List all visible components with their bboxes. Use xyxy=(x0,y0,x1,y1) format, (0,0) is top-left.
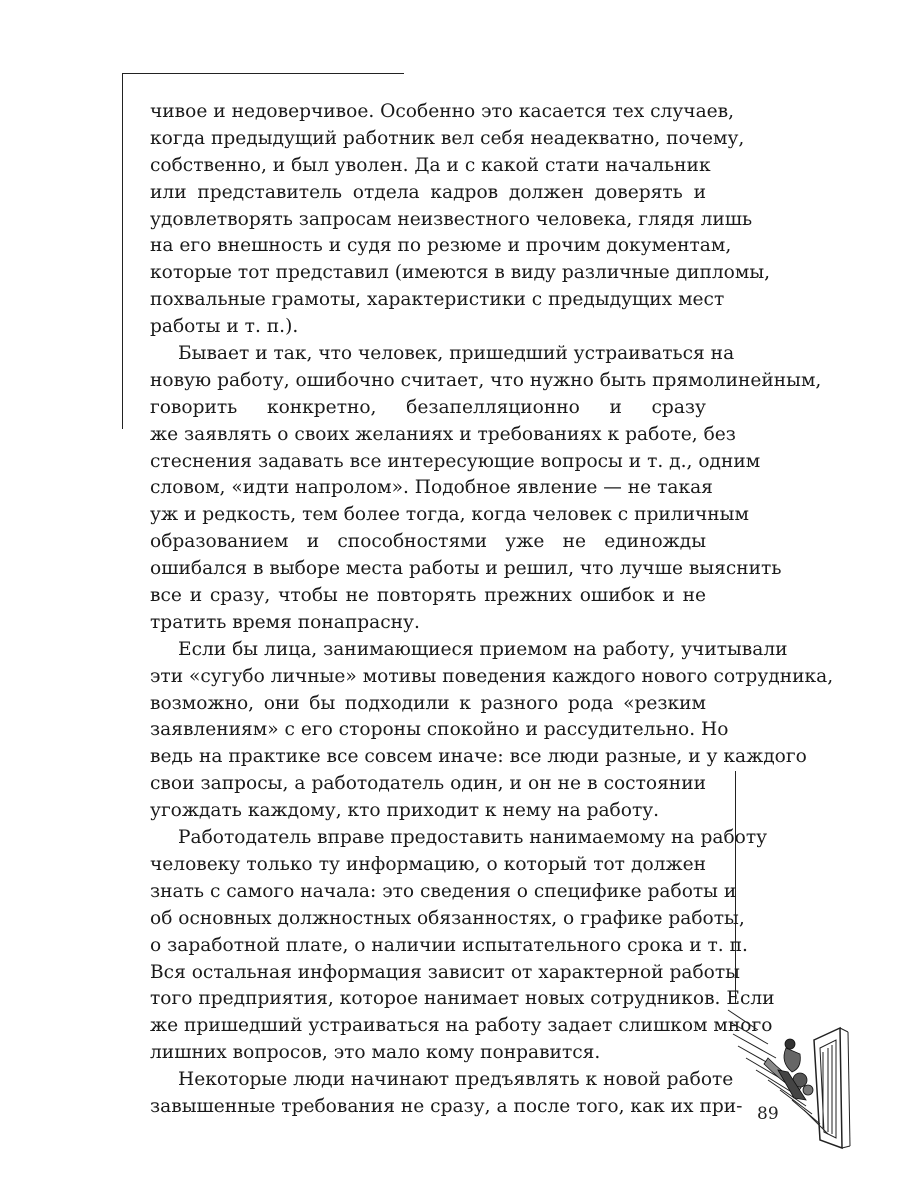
top-frame-rule xyxy=(122,73,404,74)
text-line: Некоторые люди начинают предъявлять к новой работе xyxy=(178,1069,734,1091)
text-line: эти «сугубо личные» мотивы поведения каждого нового сотрудника, xyxy=(150,665,834,687)
text-line: уж и редкость, тем более тогда, когда человек с приличным xyxy=(150,504,749,526)
page-number: 89 xyxy=(757,1104,779,1124)
text-line: говорить конкретно, безапелляционно и сразу xyxy=(150,396,706,418)
text-line: возможно, они бы подходили к разного рода «резким xyxy=(150,692,706,714)
text-line: о заработной плате, о наличии испытательного срока и т. п. xyxy=(150,934,748,956)
text-line: Вся остальная информация зависит от характерной работы xyxy=(150,961,740,983)
text-line: тратить время понапрасну. xyxy=(150,611,420,633)
text-line: угождать каждому, кто приходит к нему на работу. xyxy=(150,800,660,822)
text-line: новую работу, ошибочно считает, что нужно быть прямолинейным, xyxy=(150,369,822,391)
text-line: похвальные грамоты, характеристики с предыдущих мест xyxy=(150,289,725,311)
text-line: работы и т. п.). xyxy=(150,316,299,338)
text-line: которые тот представил (имеются в виду различные дипломы, xyxy=(150,262,771,284)
text-line: когда предыдущий работник вел себя неадекватно, почему, xyxy=(150,127,745,149)
text-line: ошибался в выборе места работы и решил, что лучше выяснить xyxy=(150,558,782,580)
text-line: или представитель отдела кадров должен доверять и xyxy=(150,181,706,203)
text-line: того предприятия, которое нанимает новых сотрудников. Если xyxy=(150,988,775,1010)
text-line: заявлениям» с его стороны спокойно и рассудительно. Но xyxy=(150,719,729,741)
text-line: Бывает и так, что человек, пришедший устраиваться на xyxy=(178,343,735,365)
text-line: собственно, и был уволен. Да и с какой стати начальник xyxy=(150,154,711,176)
text-line: все и сразу, чтобы не повторять прежних ошибок и не xyxy=(150,585,706,607)
text-line: удовлетворять запросам неизвестного человека, глядя лишь xyxy=(150,208,753,230)
doorway-sketch-illustration xyxy=(728,1000,858,1150)
text-line: ведь на практике все совсем иначе: все люди разные, и у каждого xyxy=(150,746,807,768)
text-line: Если бы лица, занимающиеся приемом на работу, учитывали xyxy=(178,638,788,660)
text-line: лишних вопросов, это мало кому понравится. xyxy=(150,1042,601,1064)
text-line: Работодатель вправе предоставить нанимаемому на работу xyxy=(178,827,768,849)
text-line: об основных должностных обязанностях, о графике работы, xyxy=(150,907,745,929)
text-line: знать с самого начала: это сведения о специфике работы и xyxy=(150,880,737,902)
text-line: завышенные требования не сразу, а после того, как их при- xyxy=(150,1095,743,1117)
text-line: словом, «идти напролом». Подобное явление — не такая xyxy=(150,477,713,499)
left-frame-rule xyxy=(122,73,123,429)
text-line: человеку только ту информацию, о который тот должен xyxy=(150,853,706,875)
text-line: же заявлять о своих желаниях и требованиях к работе, без xyxy=(150,423,736,445)
text-line: чивое и недоверчивое. Особенно это касается тех случаев, xyxy=(150,101,735,122)
text-line: на его внешность и судя по резюме и прочим документам, xyxy=(150,235,732,257)
text-line: стеснения задавать все интересующие вопросы и т. д., одним xyxy=(150,450,761,472)
text-line: образованием и способностями уже не единожды xyxy=(150,531,706,553)
text-line: свои запросы, а работодатель один, и он не в состоянии xyxy=(150,773,706,795)
text-line: же пришедший устраиваться на работу задает слишком много xyxy=(150,1015,773,1037)
